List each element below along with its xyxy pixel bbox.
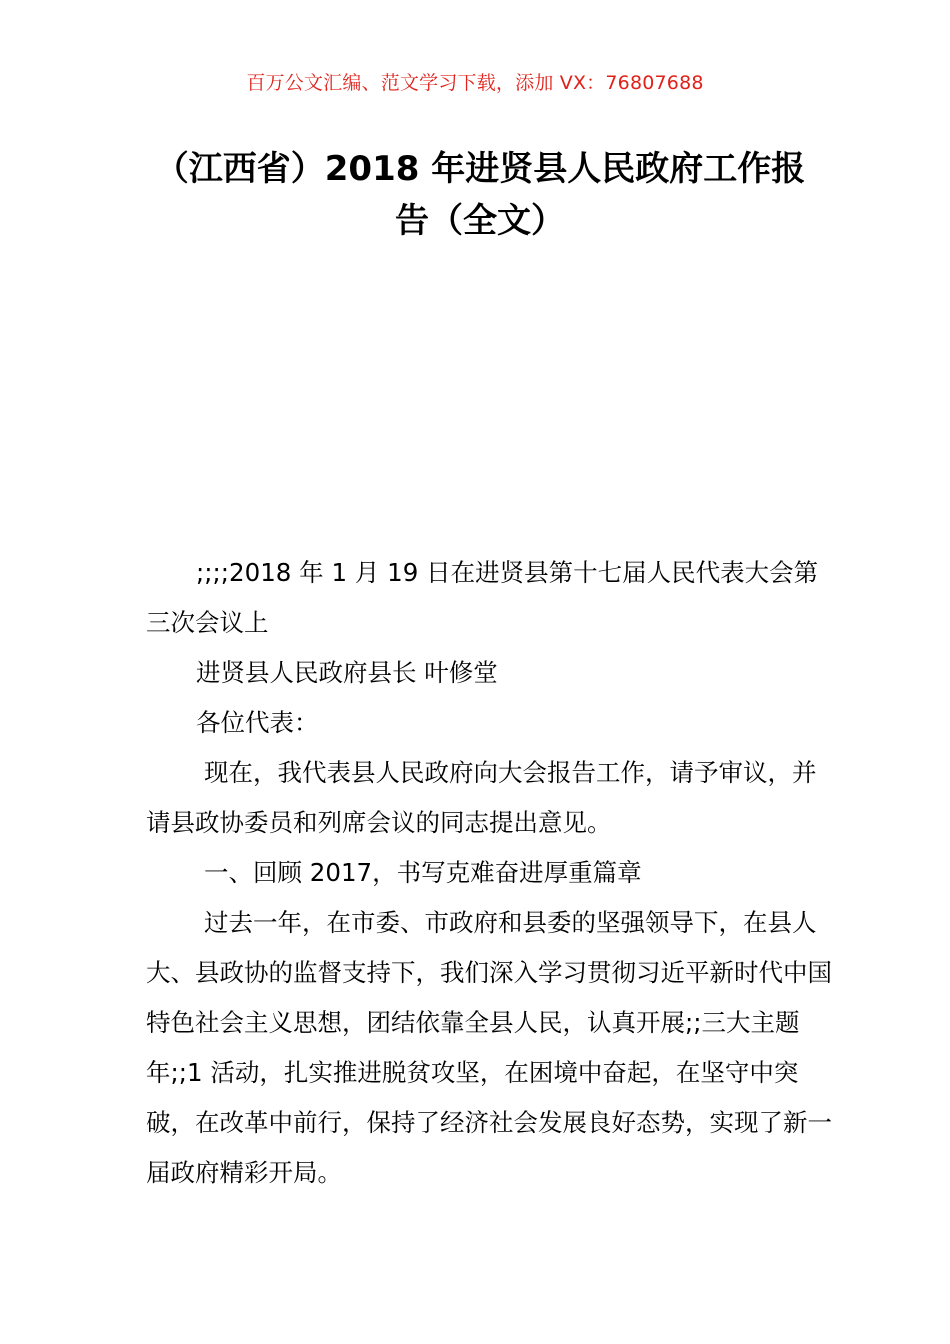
watermark-header: 百万公文汇编、范文学习下载，添加 VX：76807688 [246, 72, 704, 94]
intro-paragraph: 现在，我代表县人民政府向大会报告工作，请予审议，并请县政协委员和列席会议的同志提出意见。 [146, 758, 817, 837]
document-title: （江西省）2018 年进贤县人民政府工作报告（全文） [154, 149, 806, 241]
speaker-line: 进贤县人民政府县长 叶修堂 [196, 658, 498, 687]
meeting-info-paragraph: ;;;;2018 年 1 月 19 日在进贤县第十七届人民代表大会第三次会议上 [146, 558, 819, 637]
section-heading: 一、回顾 2017，书写克难奋进厚重篇章 [204, 858, 642, 887]
document-body [146, 548, 834, 1198]
salutation: 各位代表： [196, 708, 319, 737]
review-paragraph: 过去一年，在市委、市政府和县委的坚强领导下，在县人大、县政协的监督支持下，我们深入学习贯彻习近平新时代中国特色社会主义思想，团结依靠全县人民，认真开展;;三大主题年;;1 活动，扎实推进脱贫攻坚，在困境中奋起，在坚守中突破，在改革中前行，保持了经济社会发展良好态势，实现了新一届政府精彩开局。 [146, 908, 832, 1187]
